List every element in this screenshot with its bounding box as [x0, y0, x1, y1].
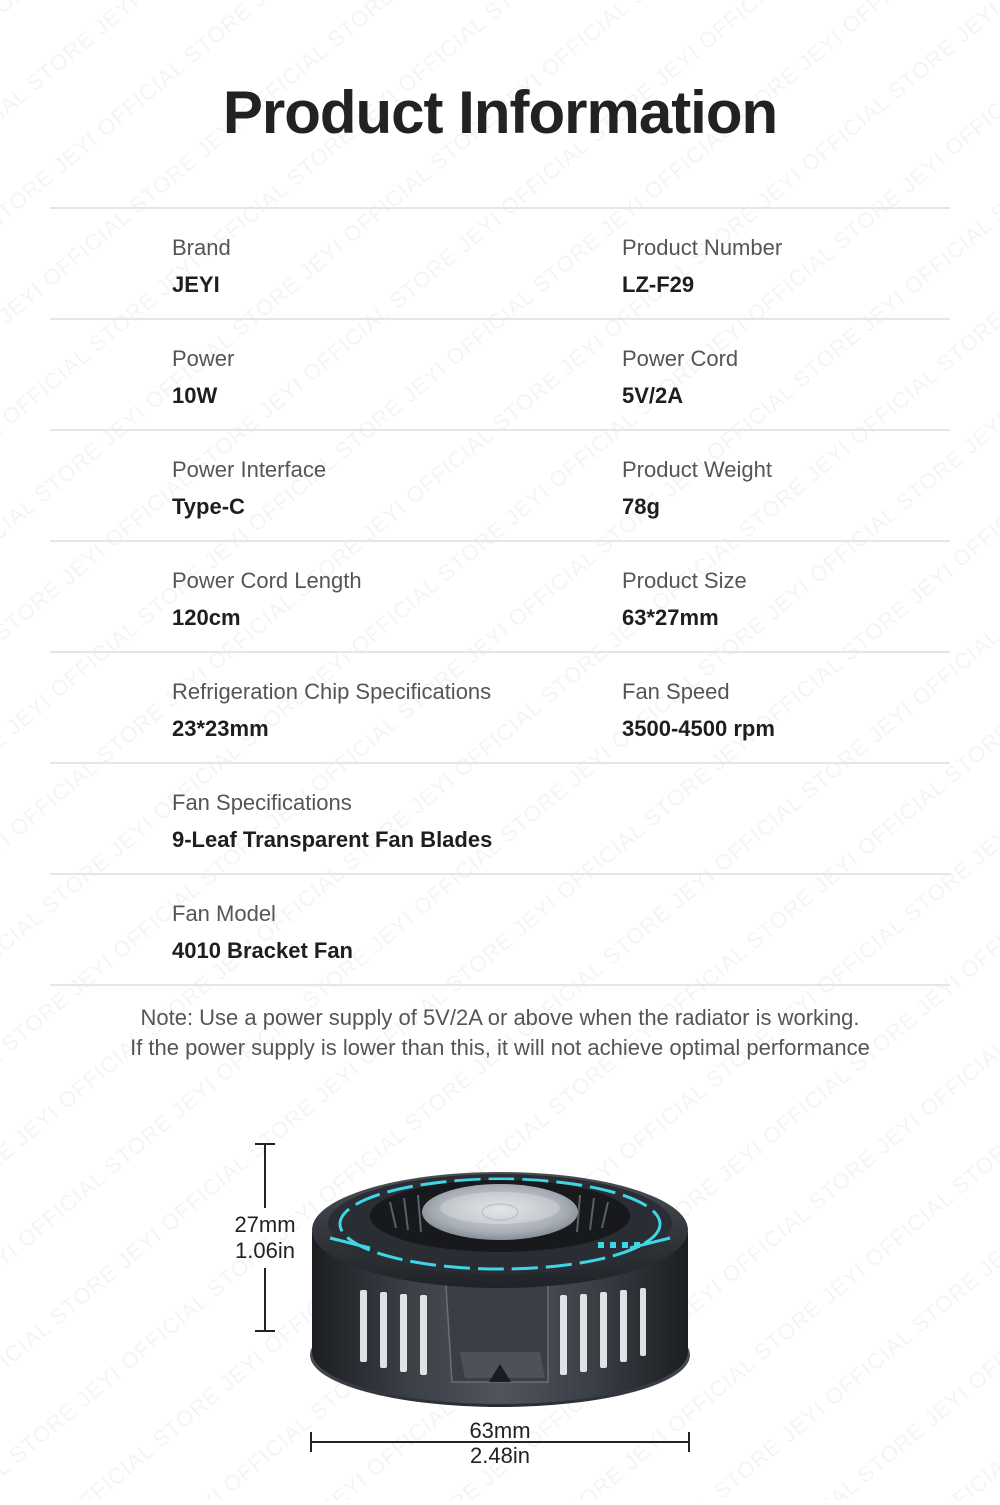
spec-value-refrigeration-chip: 23*23mm — [172, 716, 269, 741]
cooler-body — [310, 1172, 690, 1407]
spec-label-power: Power — [172, 346, 235, 371]
spec-table — [50, 207, 950, 986]
spec-value-product-weight: 78g — [622, 494, 660, 519]
spec-cell — [172, 568, 362, 631]
spec-cell — [622, 235, 782, 298]
cooler-fan-image — [0, 1120, 1000, 1500]
width-mm-label: 63mm — [469, 1418, 531, 1443]
spec-row — [50, 209, 950, 320]
spec-label-brand: Brand — [172, 235, 231, 260]
spec-cell — [622, 457, 772, 520]
spec-cell — [172, 901, 353, 964]
spec-cell — [172, 679, 491, 742]
spec-cell — [172, 790, 492, 853]
spec-value-power-cord-length: 120cm — [172, 605, 241, 630]
spec-value-fan-model: 4010 Bracket Fan — [172, 938, 353, 963]
spec-row — [50, 764, 950, 875]
spec-value-brand: JEYI — [172, 272, 220, 297]
spec-row — [50, 431, 950, 542]
spec-label-fan-speed: Fan Speed — [622, 679, 730, 704]
spec-cell — [172, 457, 326, 520]
spec-label-product-weight: Product Weight — [622, 457, 773, 482]
spec-row — [50, 653, 950, 764]
spec-cell — [172, 235, 231, 298]
spec-cell — [622, 568, 747, 631]
height-dimension — [234, 1144, 295, 1331]
spec-value-power-interface: Type-C — [172, 494, 245, 519]
spec-label-power-interface: Power Interface — [172, 457, 327, 482]
spec-cell — [172, 346, 234, 409]
page-title: Product Information — [222, 79, 778, 146]
spec-cell — [622, 346, 738, 409]
height-in-label: 1.06in — [235, 1238, 295, 1263]
spec-row — [50, 542, 950, 653]
spec-row — [50, 320, 950, 431]
spec-label-fan-specifications: Fan Specifications — [172, 790, 352, 815]
spec-label-power-cord: Power Cord — [622, 346, 739, 371]
width-in-label: 2.48in — [470, 1443, 530, 1468]
power-note-line-1: Note: Use a power supply of 5V/2A or above when the radiator is working. — [140, 1005, 860, 1030]
power-note-line-2: If the power supply is lower than this, it will not achieve optimal performance — [130, 1035, 870, 1060]
spec-cell — [622, 679, 775, 742]
spec-value-fan-specifications: 9-Leaf Transparent Fan Blades — [172, 827, 493, 852]
spec-label-product-number: Product Number — [622, 235, 783, 260]
spec-label-power-cord-length: Power Cord Length — [172, 568, 362, 593]
spec-label-refrigeration-chip: Refrigeration Chip Specifications — [172, 679, 492, 704]
spec-value-power-cord: 5V/2A — [622, 383, 684, 408]
spec-value-product-number: LZ-F29 — [622, 272, 695, 297]
width-dimension — [311, 1418, 689, 1468]
power-note — [0, 1003, 1000, 1063]
spec-label-product-size: Product Size — [622, 568, 747, 593]
product-illustration — [0, 1120, 1000, 1500]
spec-row — [50, 875, 950, 986]
spec-value-fan-speed: 3500-4500 rpm — [622, 716, 775, 741]
height-mm-label: 27mm — [234, 1212, 296, 1237]
spec-label-fan-model: Fan Model — [172, 901, 276, 926]
spec-value-product-size: 63*27mm — [622, 605, 719, 630]
spec-value-power: 10W — [172, 383, 218, 408]
